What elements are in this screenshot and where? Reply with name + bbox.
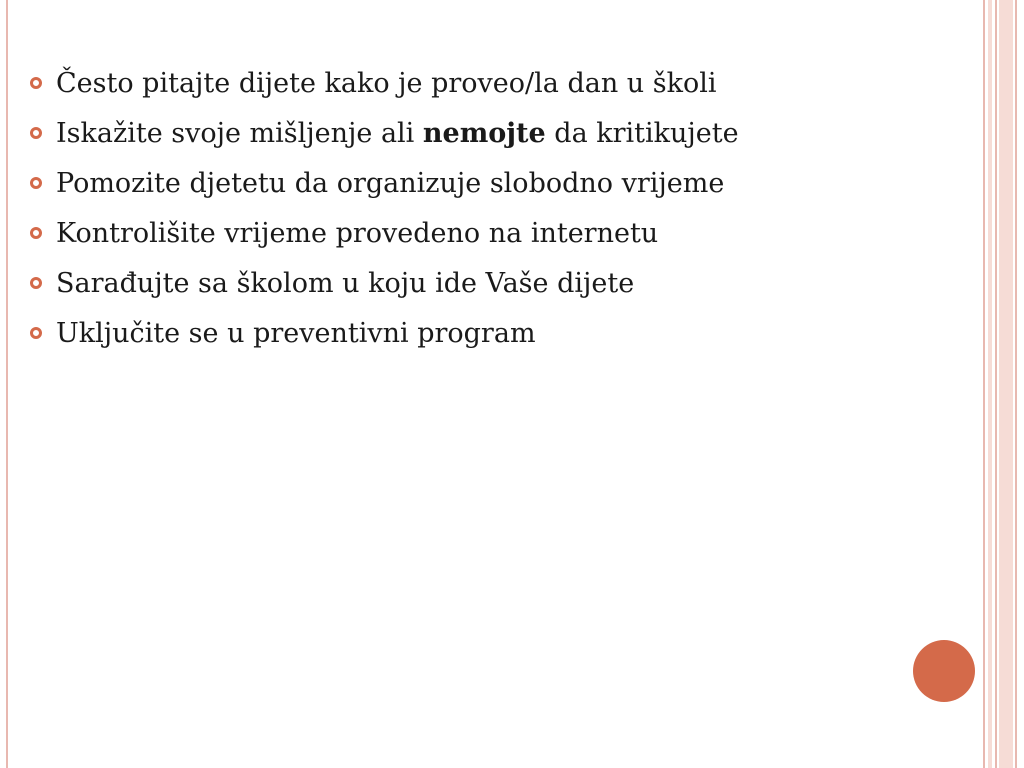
bullet-item	[30, 258, 739, 308]
bullet-list	[30, 58, 739, 358]
bullet-item	[30, 208, 739, 258]
left-frame-line	[6, 0, 8, 768]
ring-bullet-icon	[30, 277, 42, 289]
bullet-text	[56, 118, 739, 149]
ring-bullet-icon	[30, 77, 42, 89]
ring-bullet-icon	[30, 327, 42, 339]
bullet-item	[30, 158, 739, 208]
bullet-item	[30, 58, 739, 108]
bullet-text-part: Iskažite svoje mišljenje ali	[56, 117, 423, 149]
circle-decoration	[913, 640, 975, 702]
right-frame-line-outer	[1015, 0, 1017, 768]
ring-bullet-icon	[30, 177, 42, 189]
bullet-bold-word: nemojte	[422, 117, 546, 149]
bullet-text: Pomozite djetetu da organizuje slobodno vrijeme	[56, 167, 725, 199]
right-frame-band	[988, 0, 992, 768]
ring-bullet-icon	[30, 127, 42, 139]
bullet-text: Sarađujte sa školom u koju ide Vaše dijete	[56, 267, 635, 299]
right-frame-line-inner	[983, 0, 985, 768]
bullet-text: Često pitajte dijete kako je proveo/la dan u školi	[56, 67, 717, 99]
bullet-text: Kontrolišite vrijeme provedeno na internetu	[56, 217, 659, 249]
right-frame-line-mid	[995, 0, 997, 768]
bullet-item	[30, 108, 739, 158]
bullet-text: Uključite se u preventivni program	[56, 317, 536, 349]
bullet-item	[30, 308, 739, 358]
ring-bullet-icon	[30, 227, 42, 239]
bullet-text-part: da kritikujete	[545, 117, 739, 149]
right-frame-band-outer	[999, 0, 1013, 768]
